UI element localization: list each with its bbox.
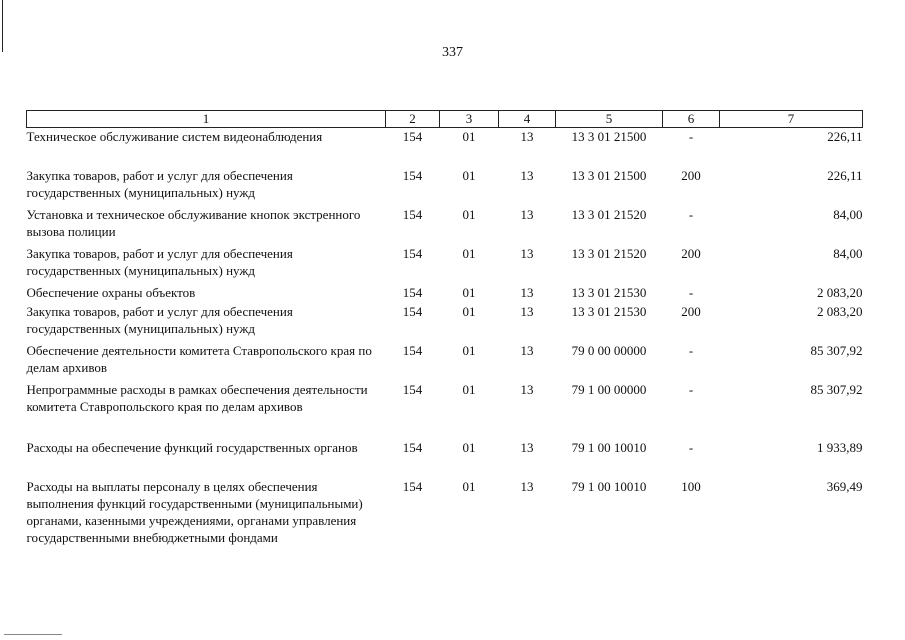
row-col6: 100 bbox=[681, 478, 701, 494]
row-col4: 13 bbox=[520, 342, 534, 358]
row-col3: 01 bbox=[462, 245, 476, 261]
row-col3: 01 bbox=[462, 439, 476, 455]
row-col3: 01 bbox=[462, 342, 476, 358]
row-name: Закупка товаров, работ и услуг для обеспечения государственных (муниципальных) нужд bbox=[26, 245, 293, 278]
row-col5: 79 0 00 00000 bbox=[571, 342, 647, 358]
row-col7: 226,11 bbox=[827, 167, 863, 183]
row-col6: - bbox=[688, 129, 694, 144]
row-col5: 79 1 00 00000 bbox=[571, 381, 647, 397]
row-col5: 13 3 01 21520 bbox=[571, 245, 647, 261]
row-col7: 85 307,92 bbox=[810, 381, 863, 397]
row-col2: 154 bbox=[402, 381, 423, 397]
table-row bbox=[27, 284, 863, 303]
row-name: Закупка товаров, работ и услуг для обеспечения государственных (муниципальных) нужд bbox=[26, 303, 293, 336]
row-col7: 369,49 bbox=[826, 478, 863, 494]
header-col-5: 5 bbox=[556, 111, 663, 128]
header-col-6: 6 bbox=[663, 111, 720, 128]
row-col2: 154 bbox=[402, 206, 423, 222]
row-col4: 13 bbox=[520, 245, 534, 261]
row-col6: 200 bbox=[681, 303, 701, 319]
row-col7: 2 083,20 bbox=[817, 284, 863, 300]
row-col2: 154 bbox=[402, 245, 423, 261]
row-col3: 01 bbox=[462, 381, 476, 397]
row-name: Обеспечение деятельности комитета Ставропольского края по делам архивов bbox=[26, 342, 372, 375]
header-col-1: 1 bbox=[27, 111, 386, 128]
table-header-row bbox=[27, 111, 863, 128]
row-col5: 13 3 01 21530 bbox=[571, 303, 647, 319]
table-row bbox=[27, 303, 863, 342]
row-col6: - bbox=[688, 381, 694, 397]
scan-edge-mark bbox=[4, 634, 62, 635]
table-row bbox=[27, 342, 863, 381]
row-col3: 01 bbox=[462, 129, 476, 144]
row-col4: 13 bbox=[520, 167, 534, 183]
row-col4: 13 bbox=[520, 381, 534, 397]
row-col3: 01 bbox=[462, 478, 476, 494]
row-name: Техническое обслуживание систем видеонаблюдения bbox=[26, 129, 323, 144]
row-name: Расходы на выплаты персоналу в целях обеспечения выполнения функций государственными (муниципальными) органами, казенными учреждениями, органами управления государственными внебюджетными фондами bbox=[26, 478, 363, 545]
page-number: 337 bbox=[442, 45, 463, 60]
row-col5: 79 1 00 10010 bbox=[571, 478, 647, 494]
row-col2: 154 bbox=[402, 284, 423, 300]
row-col3: 01 bbox=[462, 206, 476, 222]
row-col7: 226,11 bbox=[827, 129, 863, 144]
row-col2: 154 bbox=[402, 342, 423, 358]
row-name: Обеспечение охраны объектов bbox=[26, 284, 196, 300]
table-row bbox=[27, 381, 863, 439]
table-row bbox=[27, 167, 863, 206]
row-col2: 154 bbox=[402, 478, 423, 494]
row-col5: 13 3 01 21500 bbox=[571, 129, 647, 144]
table-row bbox=[27, 245, 863, 284]
row-col3: 01 bbox=[462, 303, 476, 319]
budget-table bbox=[26, 110, 863, 568]
row-col2: 154 bbox=[402, 167, 423, 183]
row-col4: 13 bbox=[520, 478, 534, 494]
row-name: Расходы на обеспечение функций государственных органов bbox=[26, 439, 358, 455]
row-name: Непрограммные расходы в рамках обеспечения деятельности комитета Ставропольского края по делам архивов bbox=[26, 381, 368, 414]
table-row bbox=[27, 128, 863, 167]
row-col5: 13 3 01 21520 bbox=[571, 206, 647, 222]
row-col2: 154 bbox=[402, 303, 423, 319]
row-col6: - bbox=[688, 206, 694, 222]
row-col5: 79 1 00 10010 bbox=[571, 439, 647, 455]
header-col-2: 2 bbox=[386, 111, 440, 128]
row-name: Закупка товаров, работ и услуг для обеспечения государственных (муниципальных) нужд bbox=[26, 167, 293, 200]
row-col6: - bbox=[688, 284, 694, 300]
row-col5: 13 3 01 21500 bbox=[571, 167, 647, 183]
table-row bbox=[27, 478, 863, 568]
row-col4: 13 bbox=[520, 303, 534, 319]
header-col-7: 7 bbox=[720, 111, 863, 128]
row-col4: 13 bbox=[520, 129, 534, 144]
row-col3: 01 bbox=[462, 284, 476, 300]
row-col6: - bbox=[688, 439, 694, 455]
row-col6: 200 bbox=[681, 167, 701, 183]
row-col7: 1 933,89 bbox=[817, 439, 863, 455]
row-col7: 85 307,92 bbox=[810, 342, 863, 358]
row-col2: 154 bbox=[402, 129, 423, 144]
row-col7: 84,00 bbox=[833, 206, 863, 222]
row-col4: 13 bbox=[520, 284, 534, 300]
row-col5: 13 3 01 21530 bbox=[571, 284, 647, 300]
row-col3: 01 bbox=[462, 167, 476, 183]
row-col6: 200 bbox=[681, 245, 701, 261]
row-name: Установка и техническое обслуживание кнопок экстренного вызова полиции bbox=[26, 206, 361, 239]
table-row bbox=[27, 206, 863, 245]
row-col2: 154 bbox=[402, 439, 423, 455]
row-col4: 13 bbox=[520, 439, 534, 455]
header-col-3: 3 bbox=[440, 111, 499, 128]
row-col6: - bbox=[688, 342, 694, 358]
row-col4: 13 bbox=[520, 206, 534, 222]
header-col-4: 4 bbox=[499, 111, 556, 128]
row-col7: 2 083,20 bbox=[817, 303, 863, 319]
table-row bbox=[27, 439, 863, 478]
row-col7: 84,00 bbox=[833, 245, 863, 261]
